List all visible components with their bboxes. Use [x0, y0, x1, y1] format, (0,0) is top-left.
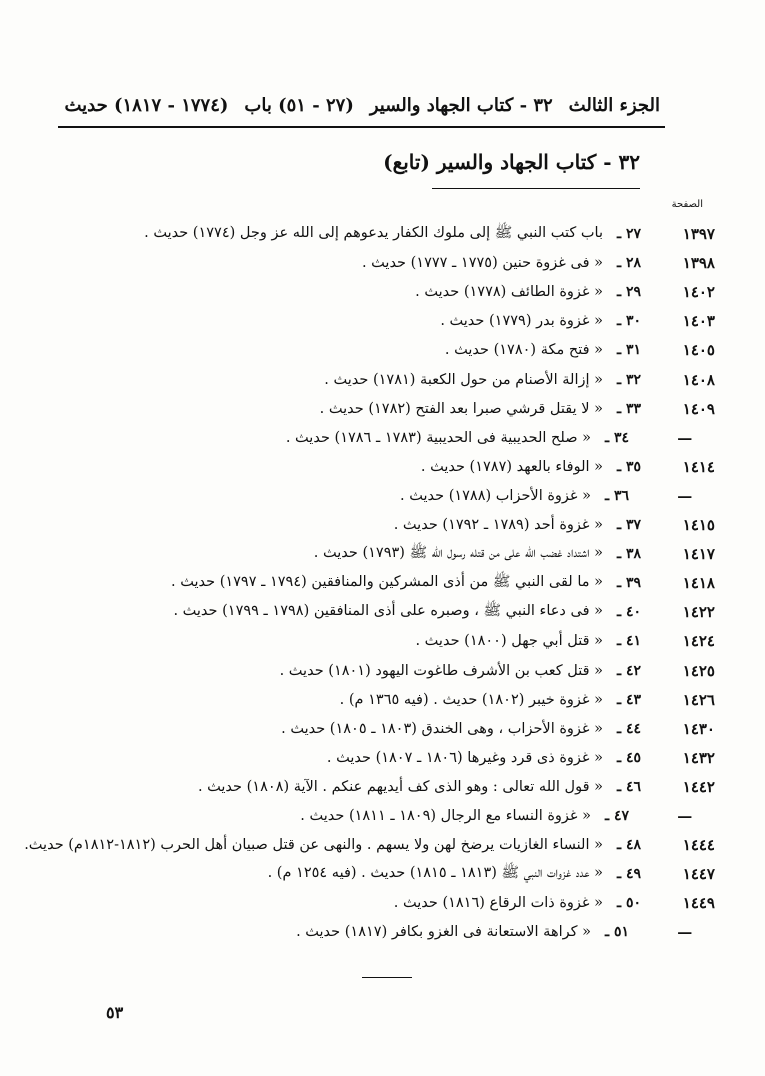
toc-chapter-title: « فى دعاء النبي ﷺ ، وصبره على أذى المنافقين (١٧٩٨ ـ ١٧٩٩) حديث .: [173, 602, 603, 619]
toc-chapter-number: ٤٥ ـ: [616, 749, 642, 766]
toc-page-number: ١٤١٥: [682, 516, 715, 534]
toc-page-number: ١٣٩٨: [682, 254, 715, 273]
toc-chapter-number: ٣٨ ـ: [616, 546, 642, 563]
toc-entry: [55, 600, 715, 624]
header-chapters: (٢٧ - ٥١) باب: [244, 94, 354, 116]
toc-chapter-title: « غزوة بدر (١٧٧٩) حديث .: [440, 313, 603, 330]
toc-entry: [55, 659, 715, 683]
toc-chapter-title: « غزوة ذات الرقاع (١٨١٦) حديث .: [393, 895, 603, 912]
toc-chapter-title: « صلح الحديبية فى الحديبية (١٧٨٣ ـ ١٧٨٦) حديث .: [285, 429, 591, 446]
toc-chapter-title: « غزوة ذى قرد وغيرها (١٨٠٦ ـ ١٨٠٧) حديث .: [326, 749, 603, 766]
toc-chapter-title: « قتل أبي جهل (١٨٠٠) حديث .: [415, 633, 603, 650]
toc-entry: [55, 542, 715, 566]
toc-entry: [55, 891, 715, 915]
toc-chapter-title: « غزوة النساء مع الرجال (١٨٠٩ ـ ١٨١١) حديث .: [300, 808, 591, 824]
toc-chapter-title: « غزوة الطائف (١٧٧٨) حديث .: [415, 284, 603, 301]
toc-chapter-number: ٤٤ ـ: [616, 720, 642, 737]
header-hadith-range: (١٧٧٤ - ١٨١٧) حديث: [64, 94, 229, 116]
toc-page-number: ١٣٩٧: [682, 225, 715, 243]
toc-chapter-title: « النساء الغازيات يرضخ لهن ولا يسهم . والنهى عن قتل صبيان أهل الحرب (١٨١٢-١٨١٢م) حديث.: [24, 837, 603, 854]
toc-entry: [55, 920, 715, 944]
toc-chapter-title: « غزوة الأحزاب ، وهى الخندق (١٨٠٣ ـ ١٨٠٥) حديث .: [281, 720, 603, 737]
toc-chapter-number: ٣٠ ـ: [616, 313, 642, 330]
toc-page-number: ١٤٢٥: [682, 661, 715, 680]
toc-page-number: ١٤١٨: [682, 574, 715, 593]
toc-entry: [55, 484, 715, 508]
toc-entry: [55, 309, 715, 333]
toc-chapter-number: ٤٢ ـ: [616, 662, 642, 679]
toc-chapter-title: « غزوة خيبر (١٨٠٢) حديث . (فيه ١٣٦٥ م) .: [339, 691, 603, 708]
toc-entry: [55, 222, 715, 246]
toc-page-number: —: [677, 923, 693, 942]
toc-chapter-title: « اشتداد غضب الله على من قتله رسول الله ﷺ (١٧٩٣) حديث .: [313, 544, 603, 561]
toc-chapter-title: باب كتب النبي ﷺ إلى ملوك الكفار يدعوهم إلى الله عز وجل (١٧٧٤) حديث .: [144, 224, 603, 241]
toc-chapter-number: ٣٣ ـ: [616, 400, 642, 417]
toc-page-number: ١٤٠٢: [682, 283, 715, 302]
section-title: ٣٢ - كتاب الجهاد والسير (تابع): [383, 150, 640, 174]
toc-entry: [55, 717, 715, 741]
toc-chapter-title: « لا يقتل قرشي صبرا بعد الفتح (١٧٨٢) حديث .: [319, 400, 603, 417]
toc-chapter-number: ٥١ ـ: [604, 924, 630, 941]
toc-chapter-number: ٢٩ ـ: [616, 284, 642, 301]
toc-chapter-number: ٤١ ـ: [616, 633, 642, 650]
toc-chapter-title: « غزوة أحد (١٧٨٩ ـ ١٧٩٢) حديث .: [393, 517, 603, 533]
toc-chapter-number: ٣٩ ـ: [616, 575, 642, 592]
toc-chapter-title: « الوفاء بالعهد (١٧٨٧) حديث .: [420, 458, 603, 475]
title-underline: [432, 188, 640, 189]
toc-page-number: ١٤٤٢: [682, 777, 715, 796]
toc-chapter-title: « فى غزوة حنين (١٧٧٥ ـ ١٧٧٧) حديث .: [361, 255, 603, 272]
toc-chapter-number: ٤٣ ـ: [616, 691, 642, 708]
toc-chapter-number: ٤٧ ـ: [604, 808, 630, 824]
toc-chapter-number: ٣٦ ـ: [604, 487, 630, 504]
toc-entry: [55, 513, 715, 537]
running-header: [60, 88, 660, 122]
toc-page-number: ١٤٠٨: [682, 370, 715, 389]
toc-chapter-title: « عدد غزوات النبي ﷺ (١٨١٣ ـ ١٨١٥) حديث . (فيه ١٢٥٤ م) .: [267, 864, 603, 881]
toc-entry: [55, 804, 715, 828]
toc-chapter-number: ٥٠ ـ: [616, 895, 642, 912]
toc-page-number: ١٤٢٦: [682, 690, 715, 709]
toc-chapter-number: ٣٧ ـ: [616, 517, 642, 533]
toc-page-number: ١٤٣٠: [682, 719, 715, 738]
toc-entry: [55, 571, 715, 595]
toc-page-number: ١٤٠٩: [682, 399, 715, 418]
toc-chapter-number: ٣٢ ـ: [616, 371, 642, 388]
toc-chapter-number: ٤٠ ـ: [616, 604, 642, 621]
toc-page-number: ١٤٠٣: [682, 312, 715, 331]
header-book: ٣٢ - كتاب الجهاد والسير: [369, 94, 553, 116]
toc-page-number: ١٤١٧: [682, 545, 715, 564]
header-rule: [58, 126, 665, 128]
toc-chapter-number: ٤٨ ـ: [616, 837, 642, 854]
header-part: الجزء الثالث: [568, 94, 660, 116]
toc-chapter-title: « كراهة الاستعانة فى الغزو بكافر (١٨١٧) حديث .: [296, 924, 591, 941]
toc-page-number: ١٤٣٢: [682, 748, 715, 767]
toc-entry: [55, 368, 715, 392]
toc-page-number: —: [677, 486, 693, 505]
toc-entry: [55, 280, 715, 304]
toc-page-number: ١٤٠٥: [682, 341, 715, 360]
toc-chapter-number: ٣١ ـ: [616, 342, 642, 359]
toc-page-number: ١٤٢٤: [682, 632, 715, 651]
bottom-rule: [362, 977, 412, 978]
toc-entry: [55, 455, 715, 479]
toc-chapter-title: « ما لقى النبي ﷺ من أذى المشركين والمنافقين (١٧٩٤ ـ ١٧٩٧) حديث .: [171, 573, 603, 590]
toc-entry: [55, 775, 715, 799]
toc-chapter-number: ٤٩ ـ: [616, 866, 642, 883]
toc-page-number: ١٤٤٩: [682, 894, 715, 913]
folio-number: ٥٣: [106, 1003, 124, 1022]
toc-entry: [55, 862, 715, 886]
toc-entry: [55, 746, 715, 770]
toc-chapter-number: ٣٤ ـ: [604, 429, 630, 446]
toc-page-number: ١٤٢٢: [682, 603, 715, 622]
toc-entry: [55, 426, 715, 450]
toc-chapter-title: « غزوة الأحزاب (١٧٨٨) حديث .: [400, 487, 591, 504]
toc-entry: [55, 397, 715, 421]
toc-entry: [55, 338, 715, 362]
toc-page-number: —: [677, 428, 693, 447]
toc-chapter-number: ٢٧ ـ: [616, 226, 642, 242]
toc-entry: [55, 251, 715, 275]
toc-chapter-number: ٤٦ ـ: [616, 778, 642, 795]
toc-entry: [55, 629, 715, 653]
toc-entry: [55, 688, 715, 712]
toc-page-number: ١٤٤٤: [682, 836, 715, 855]
toc-chapter-title: « إزالة الأصنام من حول الكعبة (١٧٨١) حديث .: [324, 371, 603, 388]
toc-entry: [24, 833, 715, 857]
toc-page-number: ١٤٤٧: [682, 865, 715, 884]
page-column-label: الصفحة: [671, 199, 703, 210]
toc-chapter-title: « قتل كعب بن الأشرف طاغوت اليهود (١٨٠١) حديث .: [279, 662, 603, 679]
toc-chapter-title: « قول الله تعالى : وهو الذى كف أيديهم عنكم . الآية (١٨٠٨) حديث .: [197, 778, 603, 795]
toc-chapter-number: ٢٨ ـ: [616, 255, 642, 272]
toc-chapter-number: ٣٥ ـ: [616, 458, 642, 475]
toc-chapter-title: « فتح مكة (١٧٨٠) حديث .: [444, 342, 603, 359]
toc-page-number: ١٤١٤: [682, 457, 715, 476]
toc-page-number: —: [677, 807, 693, 825]
